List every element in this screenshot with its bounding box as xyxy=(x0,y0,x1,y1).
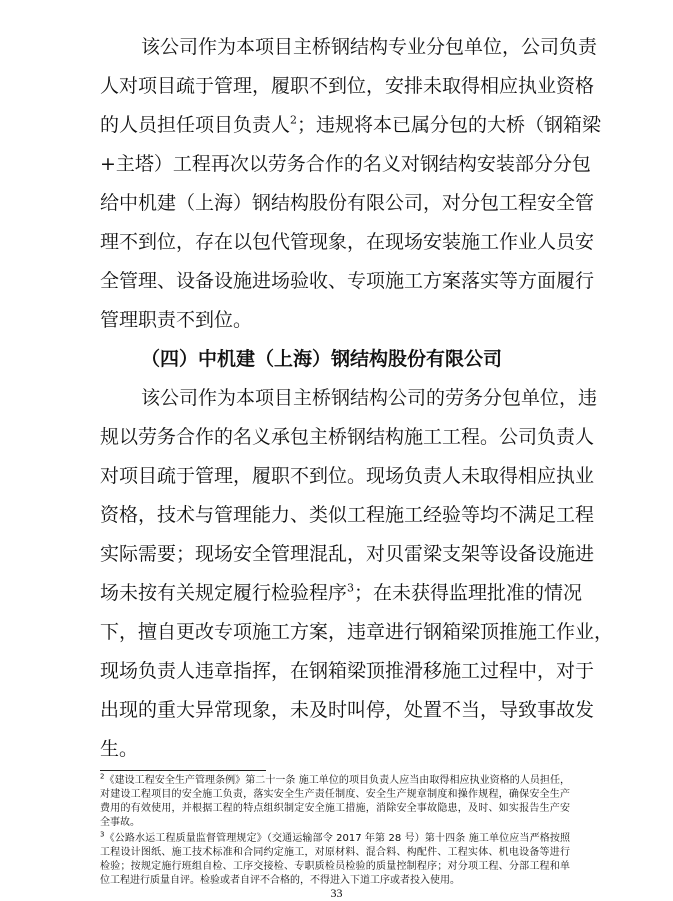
footnote-3-line-4: 位工程进行质量自评。检验或者自评不合格的，不得进入下道工序或者投入使用。 xyxy=(100,875,460,886)
footnote-ref-2[interactable]: 2 xyxy=(290,113,298,127)
paragraph-1-line-1: 该公司作为本项目主桥钢结构专业分包单位，公司负责 xyxy=(141,36,598,58)
section-heading: （四）中机建（上海）钢结构股份有限公司 xyxy=(141,348,503,370)
footnote-2-line-2: 对建设工程项目的安全施工负责，落实安全生产责任制度、安全生产规章制度和操作规程，确保安全生产 xyxy=(100,789,570,800)
footnote-3-text-1: 《公路水运工程质量监督管理规定》（交通运输部令 2017 年第 28 号）第十四条 施工单位应当严格按照 xyxy=(104,833,570,844)
paragraph-2-line-6b: ；在未获得监理批准的情况 xyxy=(354,582,583,604)
footnote-ref-3[interactable]: 3 xyxy=(347,581,355,595)
footnote-3-line-2: 工程设计图纸、施工技术标准和合同约定施工，对原材料、混合料、构配件、工程实体、机电设备等进行 xyxy=(100,847,570,858)
paragraph-2-line-9: 出现的重大异常现象，未及时叫停，处置不当，导致事故发 xyxy=(100,699,595,721)
paragraph-1-line-5: 给中机建（上海）钢结构股份有限公司，对分包工程安全管 xyxy=(100,192,595,214)
paragraph-2-line-1: 该公司作为本项目主桥钢结构公司的劳务分包单位，违 xyxy=(141,387,598,409)
paragraph-1-line-4: +主塔）工程再次以劳务合作的名义对钢结构安装部分分包 xyxy=(100,153,591,175)
footnote-3-line-3: 检验；按规定施行班组自检、工序交接检、专职质检员检验的质量控制程序；对分项工程、分部工程和单 xyxy=(100,861,570,872)
paragraph-2-line-10: 生。 xyxy=(100,738,139,760)
footnote-2-line-4: 全事故。 xyxy=(100,817,140,828)
page-number: 33 xyxy=(330,886,343,900)
footnote-2-text-1: 《建设工程安全生产管理条例》第二十一条 施工单位的项目负责人应当由取得相应执业资格的人员担任， xyxy=(104,775,570,786)
paragraph-2-line-6 xyxy=(100,578,583,608)
paragraph-1-line-8: 管理职责不到位。 xyxy=(100,309,253,331)
paragraph-2-line-2: 规以劳务合作的名义承包主桥钢结构施工工程。公司负责人 xyxy=(100,426,595,448)
footnote-2-line-3: 费用的有效使用，并根据工程的特点组织制定安全施工措施，消除安全事故隐患，及时、如实报告生产安 xyxy=(100,803,570,814)
paragraph-1-line-6: 理不到位，存在以包代管现象，在现场安装施工作业人员安 xyxy=(100,231,595,253)
footnote-2-line-1 xyxy=(100,774,570,788)
paragraph-1-line-7: 全管理、设备设施进场验收、专项施工方案落实等方面履行 xyxy=(100,270,595,292)
footnote-separator xyxy=(100,770,266,771)
paragraph-1-line-3b: ；违规将本已属分包的大桥（钢箱梁 xyxy=(297,114,602,136)
footnote-3-line-1 xyxy=(100,832,570,846)
paragraph-2-line-7: 下，擅自更改专项施工方案，违章进行钢箱梁顶推施工作业， xyxy=(100,621,614,643)
paragraph-2-line-5: 实际需要；现场安全管理混乱，对贝雷梁支架等设备设施进 xyxy=(100,543,595,565)
paragraph-1-line-3a: 的人员担任项目负责人 xyxy=(100,114,291,136)
paragraph-2-line-8: 现场负责人违章指挥，在钢箱梁顶推滑移施工过程中，对于 xyxy=(100,660,595,682)
paragraph-2-line-3: 对项目疏于管理，履职不到位。现场负责人未取得相应执业 xyxy=(100,465,595,487)
paragraph-1-line-3 xyxy=(100,110,602,140)
footnote-2-marker: 2 xyxy=(100,772,105,781)
paragraph-2-line-4: 资格，技术与管理能力、类似工程施工经验等均不满足工程 xyxy=(100,504,595,526)
footnote-3-marker: 3 xyxy=(100,830,105,839)
paragraph-2-line-6a: 场未按有关规定履行检验程序 xyxy=(100,582,348,604)
paragraph-1-line-2: 人对项目疏于管理，履职不到位，安排未取得相应执业资格 xyxy=(100,75,595,97)
